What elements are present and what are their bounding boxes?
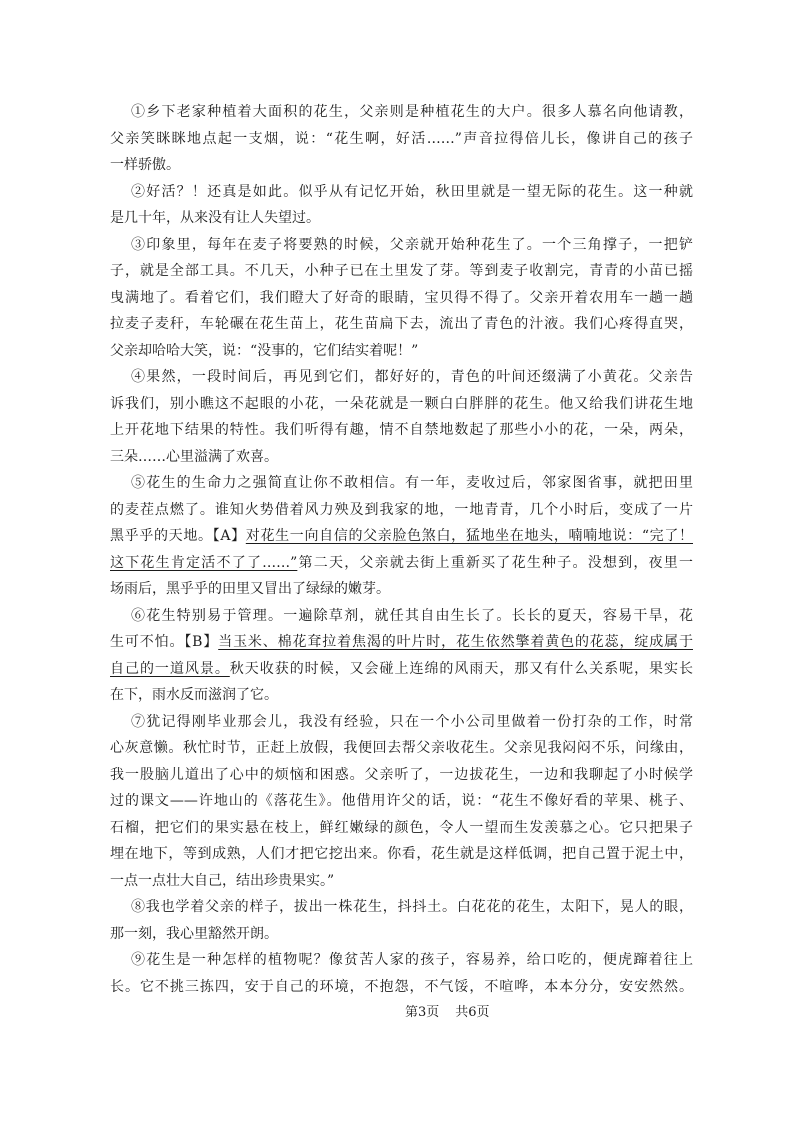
paragraph-6-line-3 [110, 656, 693, 683]
paragraph-7 [110, 709, 693, 895]
page-footer [405, 1004, 490, 1022]
paragraph-7-line-6: 埋在地下，等到成熟，人们才把它挖出来。你看，花生就是这样低调，把自己置于泥土中， [110, 846, 693, 862]
paragraph-2-line-2: 是几十年，从来没有让人失望过。 [110, 210, 320, 226]
paragraph-1-line-3: 一样骄傲。 [110, 157, 180, 173]
paragraph-3-line-4: 拉麦子麦秆，车轮碾在花生苗上，花生苗扁下去，流出了青色的汁液。我们心疼得直哭， [110, 316, 693, 332]
paragraph-7-line-3: 我一股脑儿道出了心中的烦恼和困惑。父亲听了，一边拔花生，一边和我聊起了小时候学 [110, 766, 693, 783]
paragraph-5-line-2: 的麦茬点燃了。谁知火势借着风力殃及到我家的地，一地青青，几个小时后，变成了一片 [110, 501, 693, 518]
paragraph-4-line-2: 诉我们，别小瞧这不起眼的小花，一朵花就是一颗白白胖胖的花生。他又给我们讲花生地 [110, 395, 693, 412]
paragraph-3-line-5: 父亲却哈哈大笑，说：“没事的，它们结实着呢！” [110, 342, 419, 359]
paragraph-2 [110, 179, 693, 232]
paragraph-9-line-2: 长。它不挑三拣四，安于自己的环境，不抱怨，不气馁，不喧哗，本本分分，安安然然。 [110, 978, 693, 995]
paragraph-4-line-1: ④果然，一段时间后，再见到它们，都好好的，青色的叶间还缀满了小黄花。父亲告 [131, 369, 693, 385]
paragraph-6 [110, 603, 693, 709]
paragraph-6-line-2 [110, 629, 693, 656]
paragraph-3-line-1: ③印象里，每年在麦子将要熟的时候，父亲就开始种花生了。一个三角撑子，一把铲 [131, 236, 693, 253]
paragraph-1 [110, 99, 693, 179]
paragraph-5 [110, 470, 693, 603]
paragraph-6-line-2-text: 生可不怕。【B】 [110, 634, 219, 650]
paragraph-7-line-2: 心灰意懒。秋忙时节，正赶上放假，我便回去帮父亲收花生。父亲见我闷闷不乐，问缘由， [110, 740, 693, 756]
paragraph-7-line-4: 过的课文——许地山的《落花生》。他借用许父的话，说：“花生不像好看的苹果、桃子、 [110, 793, 693, 809]
underlined-sentence-a-part-2: 这下花生肯定活不了了……” [110, 554, 298, 571]
article-body [110, 99, 693, 1000]
page-number: 第3页 [405, 1005, 440, 1020]
paragraph-5-line-3-text: 黑乎乎的天地。【A】 [110, 528, 246, 544]
total-pages: 共6页 [455, 1005, 490, 1020]
paragraph-3-line-3: 曳满地了。看着它们，我们瞪大了好奇的眼睛，宝贝得不得了。父亲开着农用车一趟一趟 [110, 289, 693, 306]
paragraph-5-line-1: ⑤花生的生命力之强简直让你不敢相信。有一年，麦收过后，邻家图省事，就把田里 [131, 475, 693, 491]
paragraph-6-line-4: 在下，雨水反而滋润了它。 [110, 687, 278, 703]
paragraph-9-line-1: ⑨花生是一种怎样的植物呢？像贫苦人家的孩子，容易养，给口吃的，便虎蹿着往上 [131, 952, 693, 968]
paragraph-3 [110, 232, 693, 365]
paragraph-6-line-3-text: 秋天收获的时候，又会碰上连绵的风雨天，那又有什么关系呢，果实长 [229, 660, 694, 677]
paragraph-7-line-1: ⑦犹记得刚毕业那会儿，我没有经验，只在一个小公司里做着一份打杂的工作，时常 [131, 713, 693, 730]
paragraph-5-line-5: 场雨后，黑乎乎的田里又冒出了绿绿的嫩芽。 [110, 581, 390, 597]
paragraph-8 [110, 894, 693, 947]
paragraph-9 [110, 947, 693, 1000]
underlined-sentence-b-part-2: 自己的一道风景。 [110, 660, 230, 677]
paragraph-4-line-3: 上开花地下结果的特性。我们听得有趣，情不自禁地数起了那些小小的花，一朵，两朵， [110, 422, 693, 438]
paragraph-5-line-4 [110, 550, 693, 577]
paragraph-5-line-3 [110, 523, 693, 550]
paragraph-1-line-1: ①乡下老家种植着大面积的花生，父亲则是种植花生的大户。很多人慕名向他请教， [131, 104, 693, 120]
underlined-sentence-b-part-1: 当玉米、棉花耷拉着焦渴的叶片时，花生依然擎着黄色的花蕊，绽成属于 [218, 634, 693, 650]
paragraph-7-line-5: 石榴，把它们的果实悬在枝上，鲜红嫩绿的颜色，令人一望而生发羡慕之心。它只把果子 [110, 819, 693, 836]
paragraph-8-line-2: 那一刻，我心里豁然开朗。 [110, 925, 278, 942]
paragraph-5-line-4-text: 第二天，父亲就去街上重新买了花生种子。没想到，夜里一 [297, 554, 693, 571]
paragraph-2-line-1: ②好活？！还真是如此。似乎从有记忆开始，秋田里就是一望无际的花生。这一种就 [131, 183, 693, 200]
underlined-sentence-a-part-1: 对花生一向自信的父亲脸色煞白，猛地坐在地头，喃喃地说：“完了！ [245, 528, 693, 544]
paragraph-6-line-1: ⑥花生特别易于管理。一遍除草剂，就任其自由生长了。长长的夏天，容易干旱，花 [131, 607, 693, 624]
paragraph-4 [110, 364, 693, 470]
paragraph-7-line-7: 一点一点壮大自己，结出珍贵果实。” [110, 872, 335, 889]
paragraph-3-line-2: 子，就是全部工具。不几天，小种子已在土里发了芽。等到麦子收割完，青青的小苗已摇 [110, 263, 693, 279]
paragraph-1-line-2: 父亲笑眯眯地点起一支烟，说：“花生啊，好活……”声音拉得倍儿长，像讲自己的孩子 [110, 130, 693, 147]
paragraph-8-line-1: ⑧我也学着父亲的样子，拔出一株花生，抖抖土。白花花的花生，太阳下，晃人的眼， [131, 899, 693, 915]
paragraph-4-line-4: 三朵……心里溢满了欢喜。 [110, 448, 278, 465]
